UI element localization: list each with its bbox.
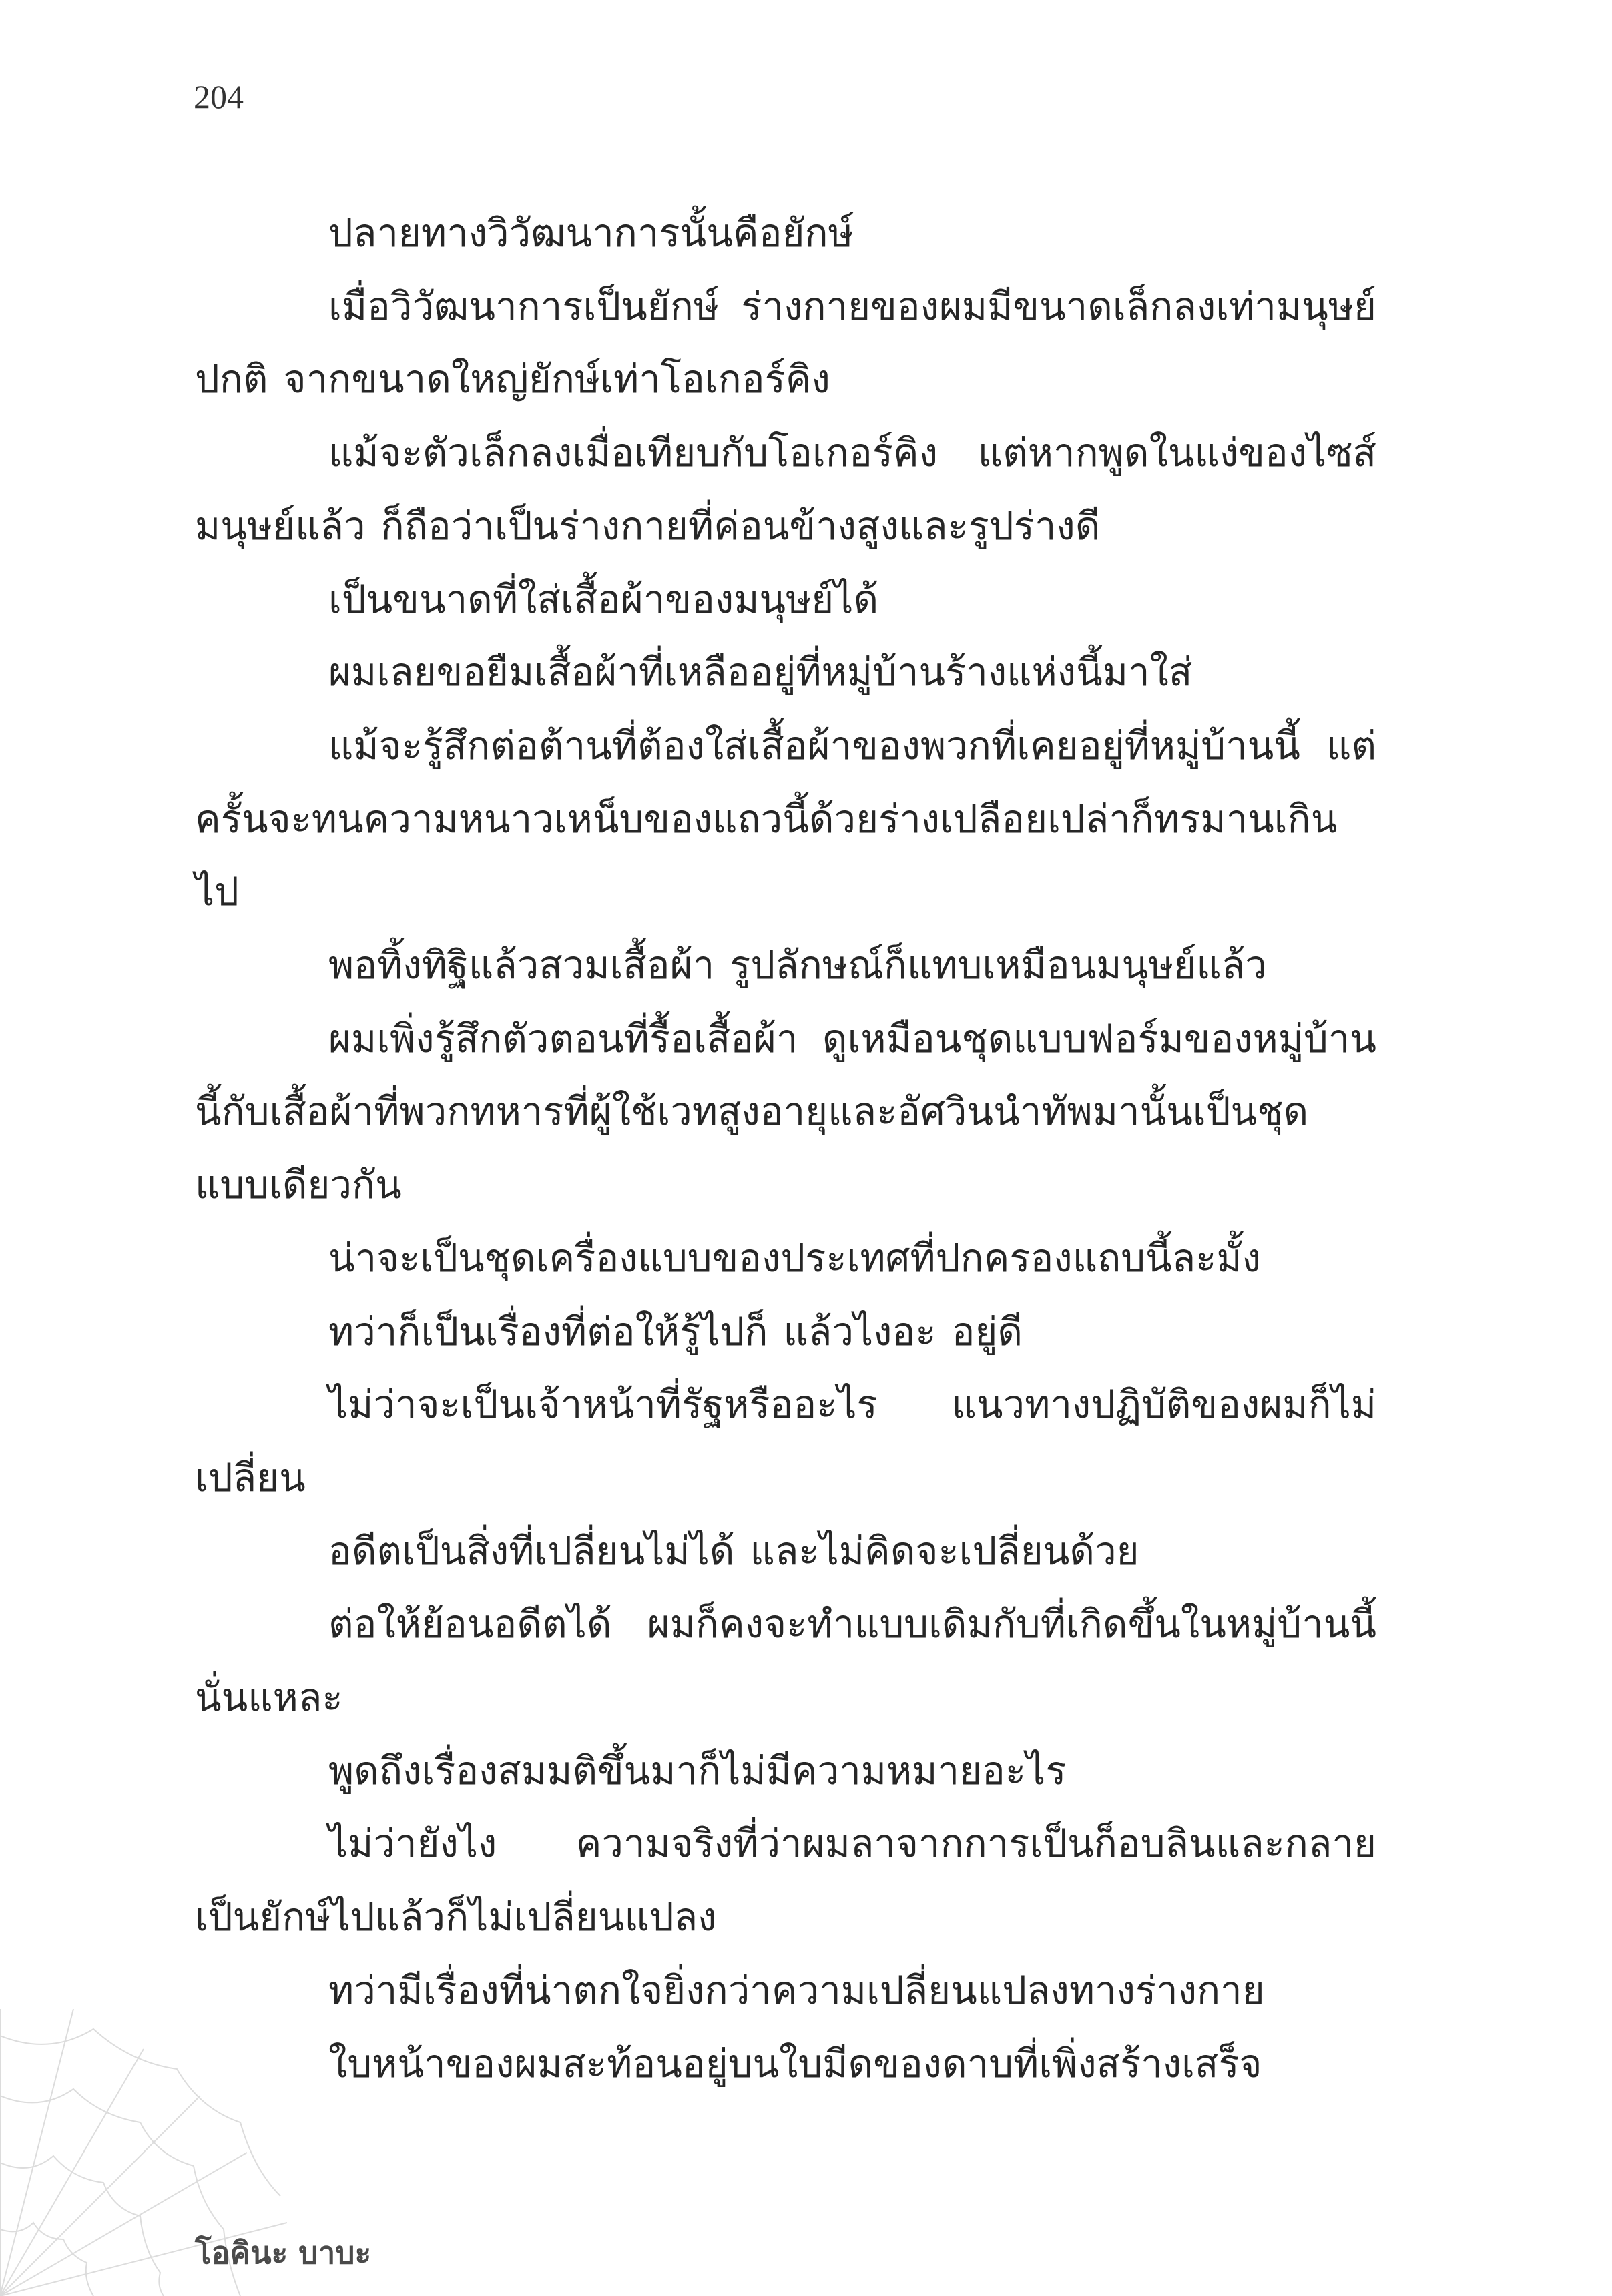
paragraph: แม้จะรู้สึกต่อต้านที่ต้องใส่เสื้อผ้าของพวกที่เคยอยู่ที่หมู่บ้านนี้ แต่ครั้นจะทนความหนาวเหน็บของแถวนี้ด้วยร่างเปลือยเปล่าก็ทรมานเกินไป — [195, 722, 1376, 915]
paragraph: ผมเลยขอยืมเสื้อผ้าที่เหลืออยู่ที่หมู่บ้านร้างแห่งนี้มาใส่ — [328, 649, 1193, 695]
paragraph: ผมเพิ่งรู้สึกตัวตอนที่รื้อเสื้อผ้า ดูเหมือนชุดแบบฟอร์มของหมู่บ้านนี้กับเสื้อผ้าที่พวกทหารที่ผู้ใช้เวทสูงอายุและอัศวินนำทัพมานั้นเป็นชุดแบบเดียวกัน — [195, 1015, 1376, 1208]
paragraph: เมื่อวิวัฒนาการเป็นยักษ์ ร่างกายของผมมีขนาดเล็กลงเท่ามนุษย์ปกติ จากขนาดใหญ่ยักษ์เท่าโอเกอร์คิง — [195, 283, 1376, 402]
paragraph: น่าจะเป็นชุดเครื่องแบบของประเทศที่ปกครองแถบนี้ละมั้ง — [328, 1235, 1261, 1281]
paragraph: ใบหน้าของผมสะท้อนอยู่บนใบมีดของดาบที่เพิ่งสร้างเสร็จ — [328, 2040, 1262, 2086]
footer-author: โอคินะ บาบะ — [195, 2235, 372, 2271]
paragraph: พูดถึงเรื่องสมมติขึ้นมาก็ไม่มีความหมายอะไร — [328, 1747, 1067, 1793]
paragraph: ไม่ว่าจะเป็นเจ้าหน้าที่รัฐหรืออะไร แนวทางปฏิบัติของผมก็ไม่เปลี่ยน — [195, 1382, 1376, 1500]
paragraph: ต่อให้ย้อนอดีตได้ ผมก็คงจะทำแบบเดิมกับที่เกิดขึ้นในหมู่บ้านนี้นั่นแหละ — [195, 1601, 1376, 1721]
paragraph: ทว่ามีเรื่องที่น่าตกใจยิ่งกว่าความเปลี่ยนแปลงทางร่างกาย — [328, 1967, 1265, 2013]
paragraph: พอทิ้งทิฐิแล้วสวมเสื้อผ้า รูปลักษณ์ก็แทบเหมือนมนุษย์แล้ว — [328, 942, 1267, 988]
paragraph: เป็นขนาดที่ใส่เสื้อผ้าของมนุษย์ได้ — [328, 576, 879, 622]
paragraph: ไม่ว่ายังไง ความจริงที่ว่าผมลาจากการเป็นก็อบลินและกลายเป็นยักษ์ไปแล้วก็ไม่เปลี่ยนแปลง — [195, 1821, 1376, 1940]
paragraph: ทว่าก็เป็นเรื่องที่ต่อให้รู้ไปก็ แล้วไงอะ อยู่ดี — [328, 1308, 1023, 1354]
body-text — [195, 197, 1376, 2100]
paragraph: อดีตเป็นสิ่งที่เปลี่ยนไม่ได้ และไม่คิดจะเปลี่ยนด้วย — [328, 1528, 1139, 1574]
paragraph: แม้จะตัวเล็กลงเมื่อเทียบกับโอเกอร์คิง แต่หากพูดในแง่ของไซส์มนุษย์แล้ว ก็ถือว่าเป็นร่างกายที่ค่อนข้างสูงและรูปร่างดี — [195, 430, 1376, 549]
page-number: 204 — [194, 78, 244, 115]
paragraph: ปลายทางวิวัฒนาการนั้นคือยักษ์ — [328, 210, 854, 256]
